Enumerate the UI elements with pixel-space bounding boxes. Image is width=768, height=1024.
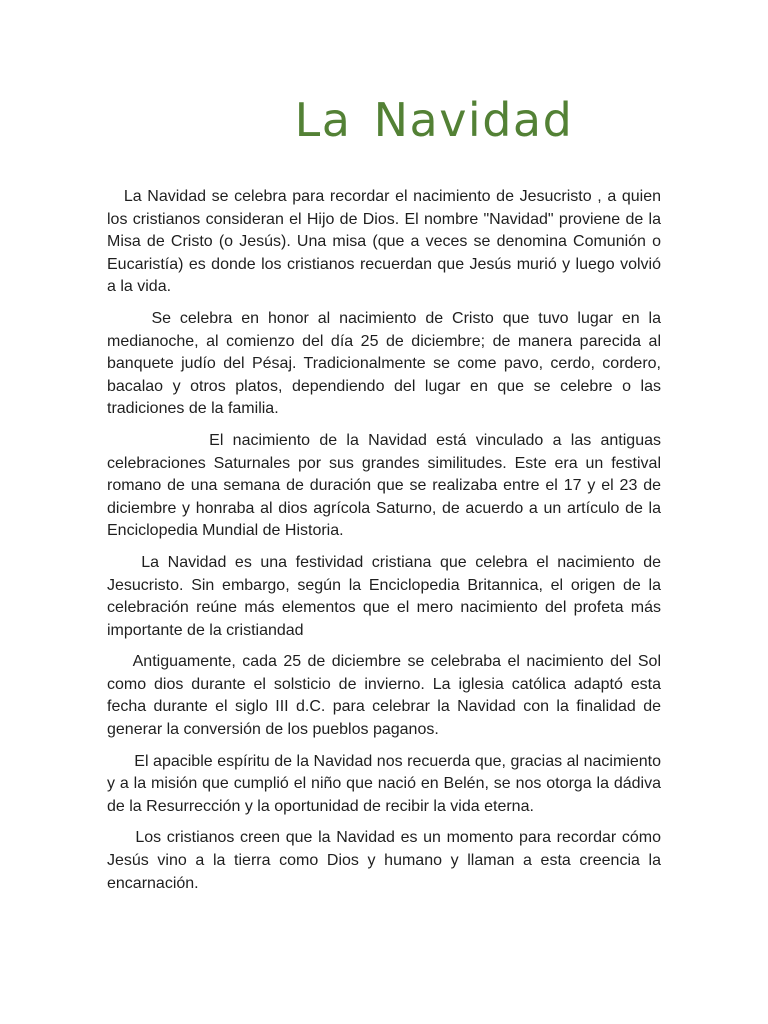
- paragraph-2: Se celebra en honor al nacimiento de Cristo que tuvo lugar en la medianoche, al comienzo del día 25 de diciembre; de manera parecida al banquete judío del Pésaj. Tradicionalmente se come pavo, cerdo, cordero, bacalao y otros platos, dependiendo del lugar en que se celebre o las tradiciones de la familia.: [107, 309, 666, 418]
- paragraph-4: La Navidad es una festividad cristiana que celebra el nacimiento de Jesucristo. Sin embargo, según la Enciclopedia Britannica, el origen de la celebración reúne más elementos que el mero nacimiento del profeta más importante de la cristiandad: [107, 553, 666, 639]
- paragraph-3: El nacimiento de la Navidad está vinculado a las antiguas celebraciones Saturnales por sus grandes similitudes. Este era un festival romano de una semana de duración que se realizaba entre el 17 y el 23 de diciembre y honraba al dios agrícola Saturno, de acuerdo a un artículo de la Enciclopedia Mundial de Historia.: [107, 431, 666, 540]
- paragraph-5: Antiguamente, cada 25 de diciembre se celebraba el nacimiento del Sol como dios durante el solsticio de invierno. La iglesia católica adaptó esta fecha durante el siglo III d.C. para celebrar la Navidad con la finalidad de generar la conversión de los pueblos paganos.: [107, 653, 666, 739]
- paragraph-1: La Navidad se celebra para recordar el nacimiento de Jesucristo , a quien los cristianos consideran el Hijo de Dios. El nombre "Navidad" proviene de la Misa de Cristo (o Jesús). Una misa (que a veces se denomina Comunión o Eucaristía) es donde los cristianos recuerdan que Jesús murió y luego volvió a la vida.: [107, 188, 666, 296]
- paragraph-6: El apacible espíritu de la Navidad nos recuerda que, gracias al nacimiento y a la misión que cumplió el niño que nació en Belén, se nos otorga la dádiva de la Resurrección y la oportunidad de recibir la vida eterna.: [107, 752, 666, 815]
- document-body: [107, 186, 666, 904]
- paragraph-7: Los cristianos creen que la Navidad es un momento para recordar cómo Jesús vino a la tierra como Dios y humano y llaman a esta creencia la encarnación.: [107, 829, 666, 892]
- document-title: La Navidad: [294, 93, 574, 147]
